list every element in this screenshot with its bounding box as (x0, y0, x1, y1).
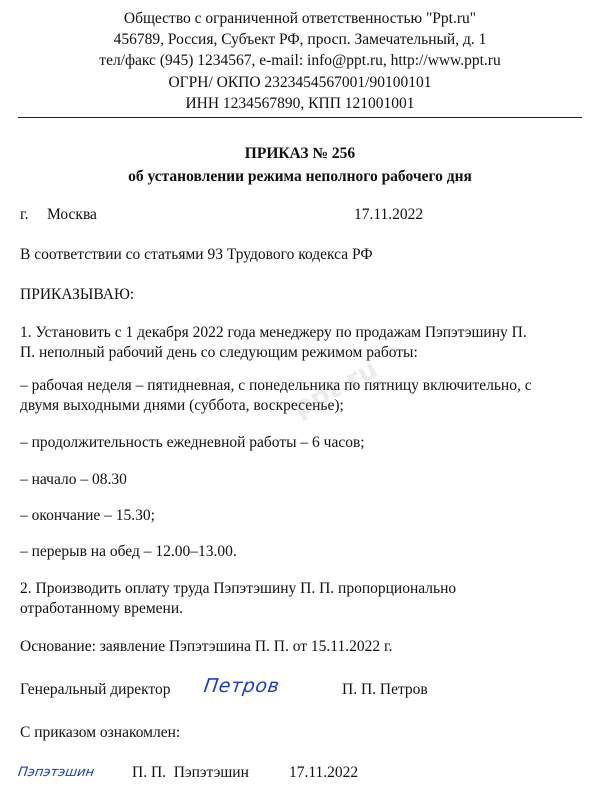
city-prefix: г. (20, 206, 29, 223)
watermark-text: ppt.ru (288, 354, 383, 424)
item1-line2: П. неполный рабочий день со следующим режимом работы: (20, 344, 418, 361)
order-date: 17.11.2022 (354, 206, 424, 223)
company-contacts: тел/факс (945) 1234567, e-mail: info@ppt.ru, http://www.ppt.ru (99, 52, 501, 70)
city-name: Москва (47, 206, 97, 223)
company-header (0, 8, 600, 114)
work-end: – окончание – 15.30; (20, 507, 155, 524)
basis-statement: Основание: заявление Пэпэтэшина П. П. от 15.11.2022 г. (20, 638, 393, 655)
legal-basis: В соответствии со статьями 93 Трудового кодекса РФ (20, 246, 373, 263)
lunch-break: – перерыв на обед – 12.00–13.00. (20, 543, 237, 560)
order-title: ПРИКАЗ № 256 (244, 145, 356, 162)
header-divider (18, 117, 582, 118)
company-address: 456789, Россия, Субъект РФ, просп. Замечательный, д. 1 (113, 31, 487, 49)
item2-line1: 2. Производить оплату труда Пэпэтэшину П. П. пропорционально (20, 580, 457, 597)
company-inn-kpp: ИНН 1234567890, КПП 121001001 (185, 94, 415, 112)
work-duration: – продолжительность ежедневной работы – 6 часов; (20, 434, 365, 451)
company-ogrn-okpo: ОГРН/ ОКПО 2323454567001/90100101 (168, 73, 432, 91)
item1-line1: 1. Установить с 1 декабря 2022 года менеджеру по продажам Пэпэтэшину П. (20, 324, 527, 341)
order-word: ПРИКАЗЫВАЮ: (20, 286, 135, 303)
work-week-line1: – рабочая неделя – пятидневная, с понедельника по пятницу включительно, с (20, 377, 532, 394)
item2-line2: отработанному времени. (20, 600, 183, 617)
acquainted-date: 17.11.2022 (289, 764, 359, 781)
director-position: Генеральный директор (20, 681, 171, 698)
order-subtitle: об установлении режима неполного рабочего дня (128, 168, 472, 185)
work-start: – начало – 08.30 (20, 471, 127, 488)
director-name: П. П. Петров (342, 681, 428, 698)
employee-signature: Пэпэтэшин (16, 765, 96, 780)
work-week-line2: двумя выходными днями (суббота, воскресенье); (20, 397, 344, 414)
acquainted-label: С приказом ознакомлен: (20, 724, 181, 741)
company-name: Общество с ограниченной ответственностью "Ppt.ru" (123, 10, 477, 27)
director-signature: Петров (202, 675, 282, 697)
employee-name: П. П. Пэпэтэшин (132, 764, 249, 781)
